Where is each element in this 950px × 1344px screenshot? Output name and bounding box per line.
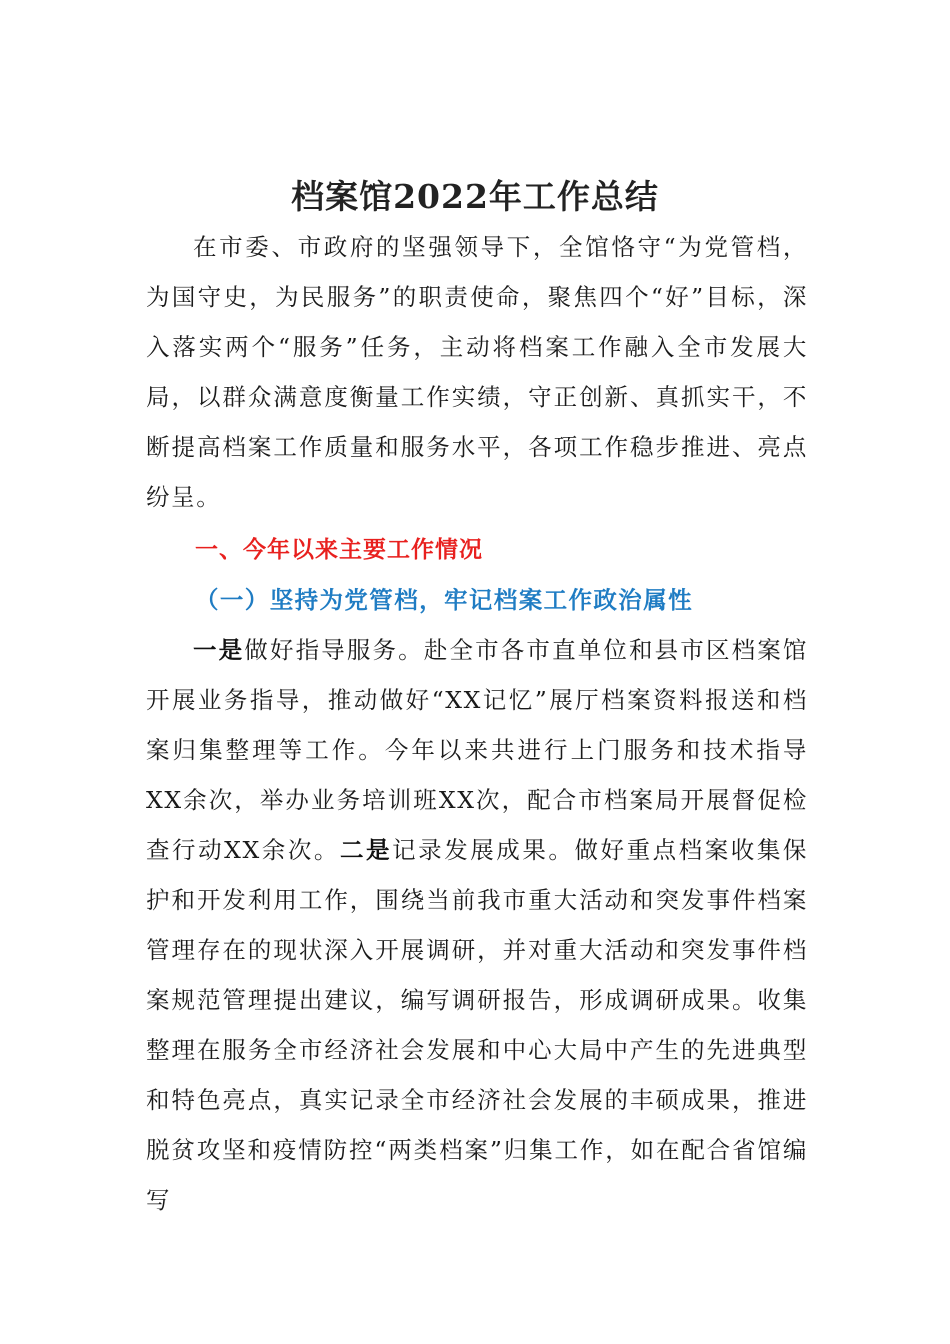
point-two-lead: 二是 bbox=[339, 836, 393, 864]
subsection-heading: （一）坚持为党管档，牢记档案工作政治属性 bbox=[195, 586, 693, 614]
point-one-text: 做好指导服务。赴全市各市直单位和县市区档案馆开展业务指导，推动做好“XX记忆”展厅档案资料报送和档案归集整理等工作。今年以来共进行上门服务和技术指导XX余次，举办业务培训班XX次，配合市档案局开展督促检查行动XX余次。 bbox=[146, 636, 808, 864]
intro-paragraph: 在市委、市政府的坚强领导下，全馆恪守“为党管档，为国守史，为民服务”的职责使命，聚焦四个“好”目标，深入落实两个“服务”任务，主动将档案工作融入全市发展大局，以群众满意度衡量工作实绩，守正创新、真抓实干，不断提高档案工作质量和服务水平，各项工作稳步推进、亮点纷呈。 bbox=[146, 233, 808, 511]
section-heading: 一、今年以来主要工作情况 bbox=[195, 537, 483, 563]
point-one-lead: 一是 bbox=[193, 636, 245, 664]
document-title: 档案馆2022年工作总结 bbox=[291, 177, 659, 217]
main-paragraph bbox=[146, 625, 808, 1225]
point-two-text: 记录发展成果。做好重点档案收集保护和开发利用工作，围绕当前我市重大活动和突发事件档案管理存在的现状深入开展调研，并对重大活动和突发事件档案规范管理提出建议，编写调研报告，形成调研成果。收集整理在服务全市经济社会发展和中心大局中产生的先进典型和特色亮点，真实记录全市经济社会发展的丰硕成果，推进脱贫攻坚和疫情防控“两类档案”归集工作，如在配合省馆编写 bbox=[146, 836, 809, 1214]
